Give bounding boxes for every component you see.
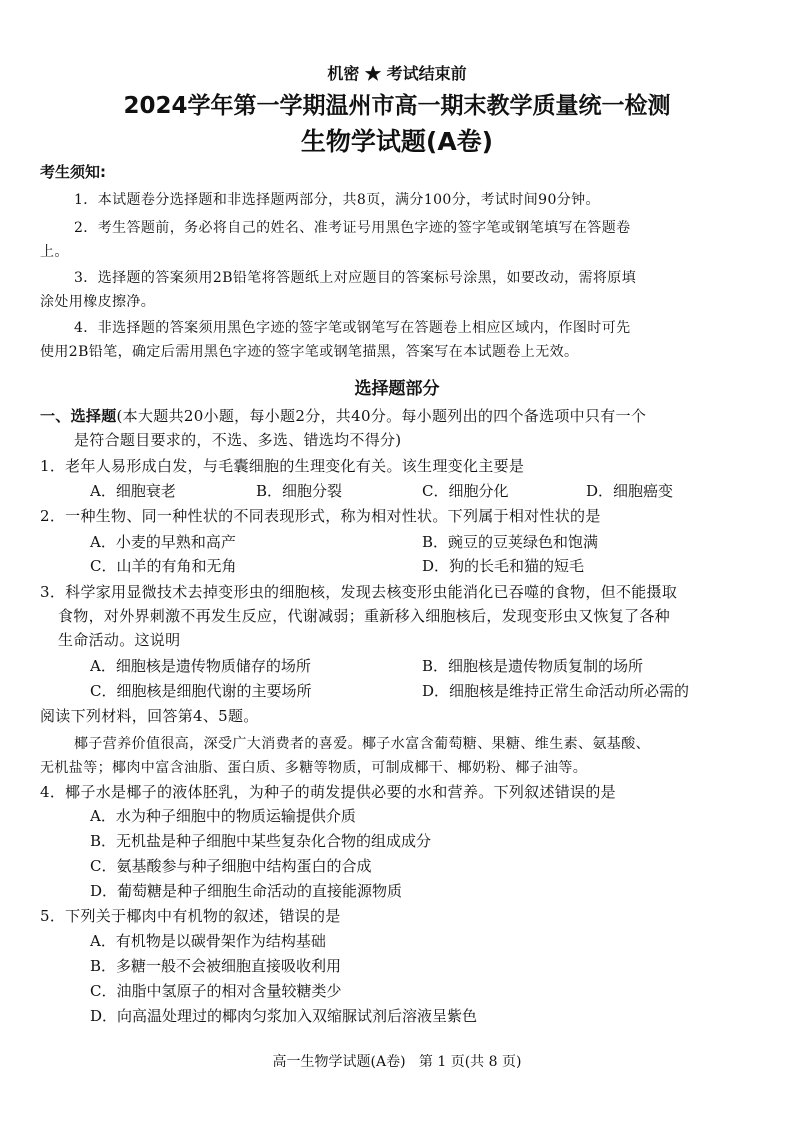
- section-heading-rest: (本大题共20小题，每小题2分，共40分。每小题列出的四个备选项中只有一个: [116, 407, 647, 425]
- notice-line: 3．选择题的答案须用2B铅笔将答题纸上对应题目的答案标号涂黑，如要改动，需将原填: [74, 270, 637, 286]
- exam-subtitle: 生物学试题(A卷): [300, 127, 494, 156]
- q3-option-b: B．细胞核是遗传物质复制的场所: [422, 657, 644, 675]
- exam-title: 2024学年第一学期温州市高一期末教学质量统一检测: [123, 93, 671, 119]
- page-footer: 高一生物学试题(A卷) 第 1 页(共 8 页): [272, 1054, 522, 1070]
- q5-option-c: C．油脂中氢原子的相对含量较糖类少: [90, 982, 342, 1000]
- q3-option-a: A．细胞核是遗传物质储存的场所: [90, 657, 311, 675]
- q5-option-a: A．有机物是以碳骨架作为结构基础: [90, 932, 326, 950]
- q3-option-c: C．细胞核是细胞代谢的主要场所: [90, 682, 312, 700]
- q2-option-a: A．小麦的早熟和高产: [90, 533, 236, 551]
- notice-line: 1．本试题卷分选择题和非选择题两部分，共8页，满分100分，考试时间90分钟。: [74, 192, 600, 208]
- question-4-stem: 4．椰子水是椰子的液体胚乳，为种子的萌发提供必要的水和营养。下列叙述错误的是: [40, 783, 616, 801]
- material-text: 无机盐等；椰肉中富含油脂、蛋白质、多糖等物质，可制成椰干、椰奶粉、椰子油等。: [40, 760, 588, 776]
- notice-line: 4．非选择题的答案须用黑色字迹的签字笔或钢笔写在答题卷上相应区域内，作图时可先: [74, 320, 631, 336]
- section-title: 选择题部分: [354, 379, 440, 399]
- q1-option-a: A．细胞衰老: [90, 482, 176, 500]
- q4-option-c: C．氨基酸参与种子细胞中结构蛋白的合成: [90, 857, 372, 875]
- question-2-stem: 2．一种生物、同一种性状的不同表现形式，称为相对性状。下列属于相对性状的是: [40, 507, 601, 525]
- q1-option-c: C．细胞分化: [422, 482, 509, 500]
- q4-option-d: D．葡萄糖是种子细胞生命活动的直接能源物质: [90, 882, 403, 900]
- q4-option-a: A．水为种子细胞中的物质运输提供介质: [90, 807, 356, 825]
- material-intro: 阅读下列材料，回答第4、5题。: [40, 707, 259, 725]
- question-5-stem: 5．下列关于椰肉中有机物的叙述，错误的是: [40, 907, 341, 925]
- section-heading-line2: 是符合题目要求的，不选、多选、错选均不得分): [74, 431, 402, 449]
- notice-line: 涂处用橡皮擦净。: [40, 294, 156, 310]
- question-1-stem: 1．老年人易形成白发，与毛囊细胞的生理变化有关。该生理变化主要是: [40, 457, 525, 475]
- section-heading: [40, 406, 646, 426]
- q1-option-b: B．细胞分裂: [256, 482, 343, 500]
- notice-line: 2．考生答题前，务必将自己的姓名、准考证号用黑色字迹的签字笔或钢笔填写在答题卷: [74, 220, 631, 236]
- q1-option-d: D．细胞癌变: [586, 482, 674, 500]
- notice-line: 使用2B铅笔，确定后需用黑色字迹的签字笔或钢笔描黑，答案写在本试题卷上无效。: [40, 344, 579, 360]
- confidential-mark: 机密 ★ 考试结束前: [327, 64, 467, 83]
- question-3-stem: 3．科学家用显微技术去掉变形虫的细胞核，发现去核变形虫能消化已吞噬的食物，但不能摄取: [40, 583, 678, 601]
- q2-option-d: D．狗的长毛和猫的短毛: [422, 557, 585, 575]
- notice-heading: 考生须知:: [40, 163, 106, 181]
- question-3-stem: 生命活动。这说明: [58, 631, 181, 649]
- notice-line: 上。: [40, 244, 69, 260]
- question-3-stem: 食物，对外界刺激不再发生反应，代谢减弱；重新移入细胞核后，发现变形虫又恢复了各种: [58, 607, 671, 625]
- q5-option-b: B．多糖一般不会被细胞直接吸收利用: [90, 957, 342, 975]
- q5-option-d: D．向高温处理过的椰肉匀浆加入双缩脲试剂后溶液呈紫色: [90, 1007, 478, 1025]
- section-heading-bold: 一、选择题: [40, 407, 117, 425]
- material-text: 椰子营养价值很高，深受广大消费者的喜爱。椰子水富含葡萄糖、果糖、维生素、氨基酸、: [74, 736, 650, 752]
- q3-option-d: D．细胞核是维持正常生命活动所必需的: [422, 682, 690, 700]
- q2-option-c: C．山羊的有角和无角: [90, 557, 237, 575]
- q2-option-b: B．豌豆的豆荚绿色和饱满: [422, 533, 599, 551]
- q4-option-b: B．无机盐是种子细胞中某些复杂化合物的组成成分: [90, 832, 432, 850]
